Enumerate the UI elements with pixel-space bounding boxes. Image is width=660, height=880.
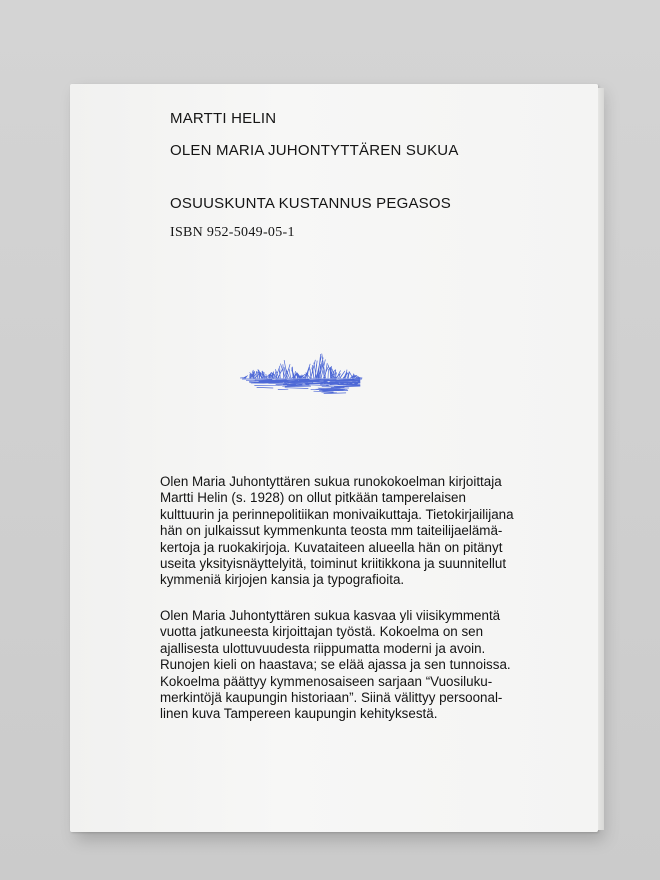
author-name: MARTTI HELIN [170,110,277,127]
blurb-line: Runojen kieli on haastava; se elää ajassa ja sen tunnoissa. [160,657,511,673]
blurb-line: kulttuurin ja perinnepolitiikan monivaikuttaja. Tietokirjailijana [160,506,514,522]
blurb-line: Martti Helin (s. 1928) on ollut pitkään tamperelaisen [160,490,466,506]
publisher-name: OSUUSKUNTA KUSTANNUS PEGASOS [170,195,451,212]
blurb-line: hän on julkaissut kymmenkunta teosta mm taiteilijaelämä- [160,523,503,539]
blurb-line: kymmeniä kirjojen kansia ja typografioita. [160,572,405,588]
blurb-line: linen kuva Tampereen kaupungin kehityksestä. [160,706,438,722]
blurb-line: vuotta jatkuneesta kirjoittajan työstä. Kokoelma on sen [160,624,484,640]
blurb-line: kertoja ja ruokakirjoja. Kuvataiteen alueella hän on pitänyt [160,539,503,555]
blurb-paragraph-2 [160,608,560,723]
blurb-paragraph-1 [160,474,560,589]
blurb-line: useita yksityisnäyttelyitä, toiminut kriitikkona ja suunnitellut [160,556,507,572]
isbn-number: ISBN 952-5049-05-1 [170,225,295,240]
blurb-line: merkintöjä kaupungin historiaan”. Siinä välittyy persoonal- [160,690,503,706]
blurb-line: Olen Maria Juhontyttären sukua runokokoelman kirjoittaja [160,474,502,489]
blurb-line: Olen Maria Juhontyttären sukua kasvaa yli viisikymmentä [160,608,501,623]
blurb-line: Kokoelma päättyy kymmenosaiseen sarjaan “Vuosiluku- [160,673,493,689]
blurb-line: ajallisesta ulottuvuudesta riippumatta moderni ja avoin. [160,640,486,656]
book-back-cover [70,84,598,832]
scribble-strokes [240,354,362,394]
book-title: OLEN MARIA JUHONTYTTÄREN SUKUA [170,142,459,159]
island-reflection-icon [240,348,364,410]
